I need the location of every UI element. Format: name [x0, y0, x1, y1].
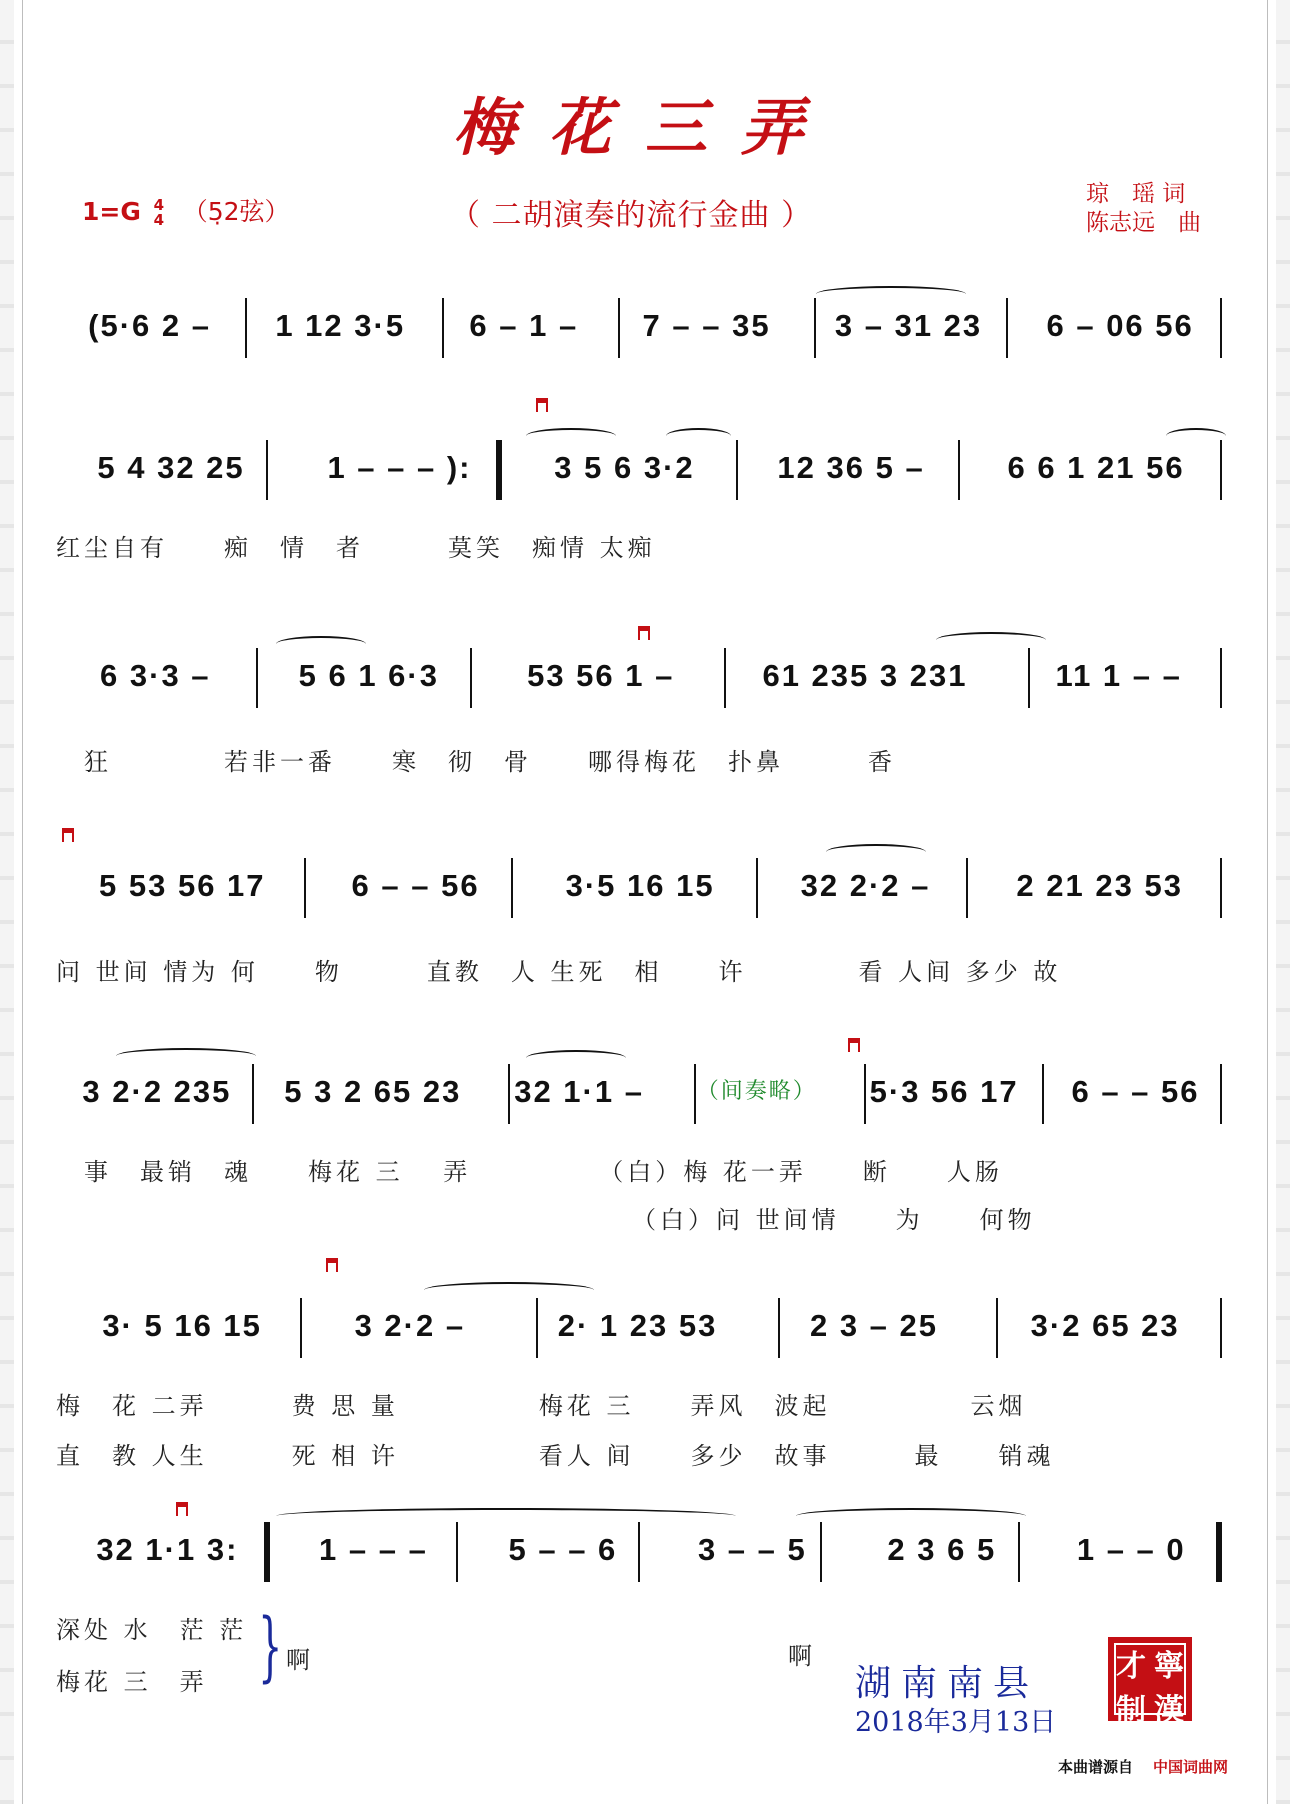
- measure: 2 3 6 5: [887, 1532, 997, 1567]
- measure: 5 3 2 65 23: [284, 1074, 462, 1109]
- notes-row: [56, 308, 1226, 344]
- slur: [816, 286, 966, 302]
- source-site-link[interactable]: 中国词曲网: [1153, 1758, 1229, 1776]
- slur: [526, 428, 616, 444]
- left-border: [0, 0, 14, 1804]
- slur: [116, 1048, 256, 1064]
- measure: 5 – – 6: [508, 1532, 618, 1567]
- time-signature: [154, 198, 164, 228]
- measure: 32 2·2 –: [800, 868, 931, 903]
- seal-char: 寧: [1154, 1649, 1184, 1684]
- measure: 1 12 3·5: [275, 308, 406, 343]
- notes-row: [56, 1532, 1226, 1568]
- brace-icon: }: [258, 1601, 283, 1690]
- bow-mark-icon: [638, 626, 650, 640]
- bow-mark-icon: [536, 398, 548, 412]
- notes-row: [56, 658, 1226, 694]
- lyric-line: 深处 水 茫 茫: [56, 1616, 248, 1644]
- seal-char: 才: [1116, 1649, 1146, 1684]
- measure: 5 4 32 25: [97, 450, 245, 485]
- key-tonic: 1=G: [82, 197, 141, 226]
- measure: 6 – 06 56: [1046, 308, 1194, 343]
- measure: 6 3·3 –: [100, 658, 211, 693]
- lyric-line: 直 教 人生 死 相 许 看人 间 多少 故事 最 销魂: [56, 1442, 1055, 1470]
- signature-date: 2018年3月13日: [855, 1707, 1057, 1738]
- measure: 7 – – 35: [642, 308, 771, 343]
- measure: 32 1·1 –: [514, 1074, 644, 1109]
- measure: 5·3 56 17: [869, 1074, 1019, 1109]
- staff-system-3: [56, 648, 1226, 708]
- slur: [796, 1508, 1026, 1524]
- measure: 61 235 3 231: [762, 658, 968, 693]
- key-signature: [82, 192, 290, 228]
- measure: 6 – 1 –: [469, 308, 579, 343]
- source-label: 本曲谱源自: [1058, 1758, 1134, 1776]
- measure: 1 – – – ):: [327, 450, 472, 485]
- measure: 3·2 65 23: [1030, 1308, 1180, 1343]
- measure: 3·5 16 15: [565, 868, 715, 903]
- notes-row: [56, 450, 1226, 486]
- lyricist: 琼 瑶 词: [1086, 181, 1186, 207]
- ah-lyric: 啊: [286, 1646, 310, 1674]
- staff-system-7: [56, 1522, 1226, 1582]
- slur: [276, 1508, 736, 1524]
- slur: [276, 636, 366, 652]
- tuning: （5̣2弦）: [182, 197, 290, 226]
- measure: 2 3 – 25: [809, 1308, 939, 1343]
- measure: 5 53 56 17: [99, 868, 266, 903]
- measure: 1 – – 0: [1076, 1532, 1186, 1567]
- notes-row: [56, 868, 1226, 904]
- measure: 3 – – 5: [697, 1532, 807, 1567]
- notes-row: [56, 1308, 1226, 1344]
- slur: [666, 428, 731, 444]
- lyric-line: 梅花 三 弄: [56, 1668, 208, 1696]
- credits: [1086, 180, 1201, 238]
- measure: 11 1 – –: [1055, 658, 1182, 693]
- lyric-line: 红尘自有 痴 情 者 莫笑 痴情 太痴: [56, 534, 656, 562]
- right-border-line: [1267, 0, 1268, 1804]
- left-border-line: [22, 0, 23, 1804]
- slur: [526, 1050, 626, 1066]
- measure: 2 21 23 53: [1016, 868, 1183, 903]
- bow-mark-icon: [326, 1258, 338, 1272]
- bow-mark-icon: [176, 1502, 188, 1516]
- right-border: [1276, 0, 1290, 1804]
- measure: 1 – – –: [319, 1532, 428, 1567]
- composer: 陈志远 曲: [1086, 210, 1201, 236]
- staff-system-2: [56, 440, 1226, 500]
- measure: 12 36 5 –: [777, 450, 925, 485]
- measure: 6 6 1 21 56: [1007, 450, 1185, 485]
- measure: 3 5 6 3·2: [554, 450, 695, 485]
- time-bottom: 4: [153, 211, 165, 229]
- song-title: 梅花三弄: [452, 91, 837, 164]
- staff-system-4: [56, 858, 1226, 918]
- bow-mark-icon: [62, 828, 74, 842]
- lyric-line: （白）问 世间情 为 何物: [56, 1206, 1036, 1234]
- measure: 53 56 1 –: [527, 658, 675, 693]
- measure: 32 1·1 3:: [96, 1532, 239, 1567]
- slur: [826, 844, 926, 860]
- measure: 6 – – 56: [351, 868, 480, 903]
- lyric-line: 问 世间 情为 何 物 直教 人 生死 相 许 看 人间 多少 故: [56, 958, 1062, 986]
- measure: 3 2·2 235: [82, 1074, 232, 1109]
- notes-row: [56, 1074, 1226, 1110]
- lyric-line: 事 最销 魂 梅花 三 弄 （白）梅 花一弄 断 人肠: [56, 1158, 1003, 1186]
- source-footer: [1058, 1756, 1228, 1777]
- seal-char: 制: [1116, 1693, 1146, 1728]
- seal-char: 漢: [1154, 1693, 1184, 1728]
- slur: [936, 632, 1046, 648]
- slur: [1166, 428, 1226, 444]
- seal-stamp: [1108, 1637, 1192, 1728]
- subtitle: （ 二胡演奏的流行金曲 ）: [450, 198, 813, 233]
- measure: 3· 5 16 15: [102, 1308, 262, 1343]
- signature-place: 湖南南县: [855, 1663, 1040, 1704]
- lyric-line: 狂 若非一番 寒 彻 骨 哪得梅花 扑鼻 香: [56, 748, 896, 776]
- interlude-note: （间奏略）: [696, 1078, 817, 1103]
- measure: 3 – 31 23: [834, 308, 983, 343]
- slur: [424, 1282, 594, 1298]
- ah-lyric: 啊: [788, 1642, 812, 1670]
- time-top: 4: [153, 196, 165, 214]
- lyric-line: 梅 花 二弄 费 思 量 梅花 三 弄风 波起 云烟: [56, 1392, 1027, 1420]
- measure: (5·6 2 –: [88, 308, 211, 343]
- measure: 6 – – 56: [1071, 1074, 1200, 1109]
- staff-system-5: [56, 1064, 1226, 1124]
- measure: 5 6 1 6·3: [298, 658, 439, 693]
- bow-mark-icon: [848, 1038, 860, 1052]
- staff-system-1: [56, 298, 1226, 358]
- measure: 2· 1 23 53: [557, 1308, 718, 1343]
- staff-system-6: [56, 1298, 1226, 1358]
- measure: 3 2·2 –: [354, 1308, 466, 1343]
